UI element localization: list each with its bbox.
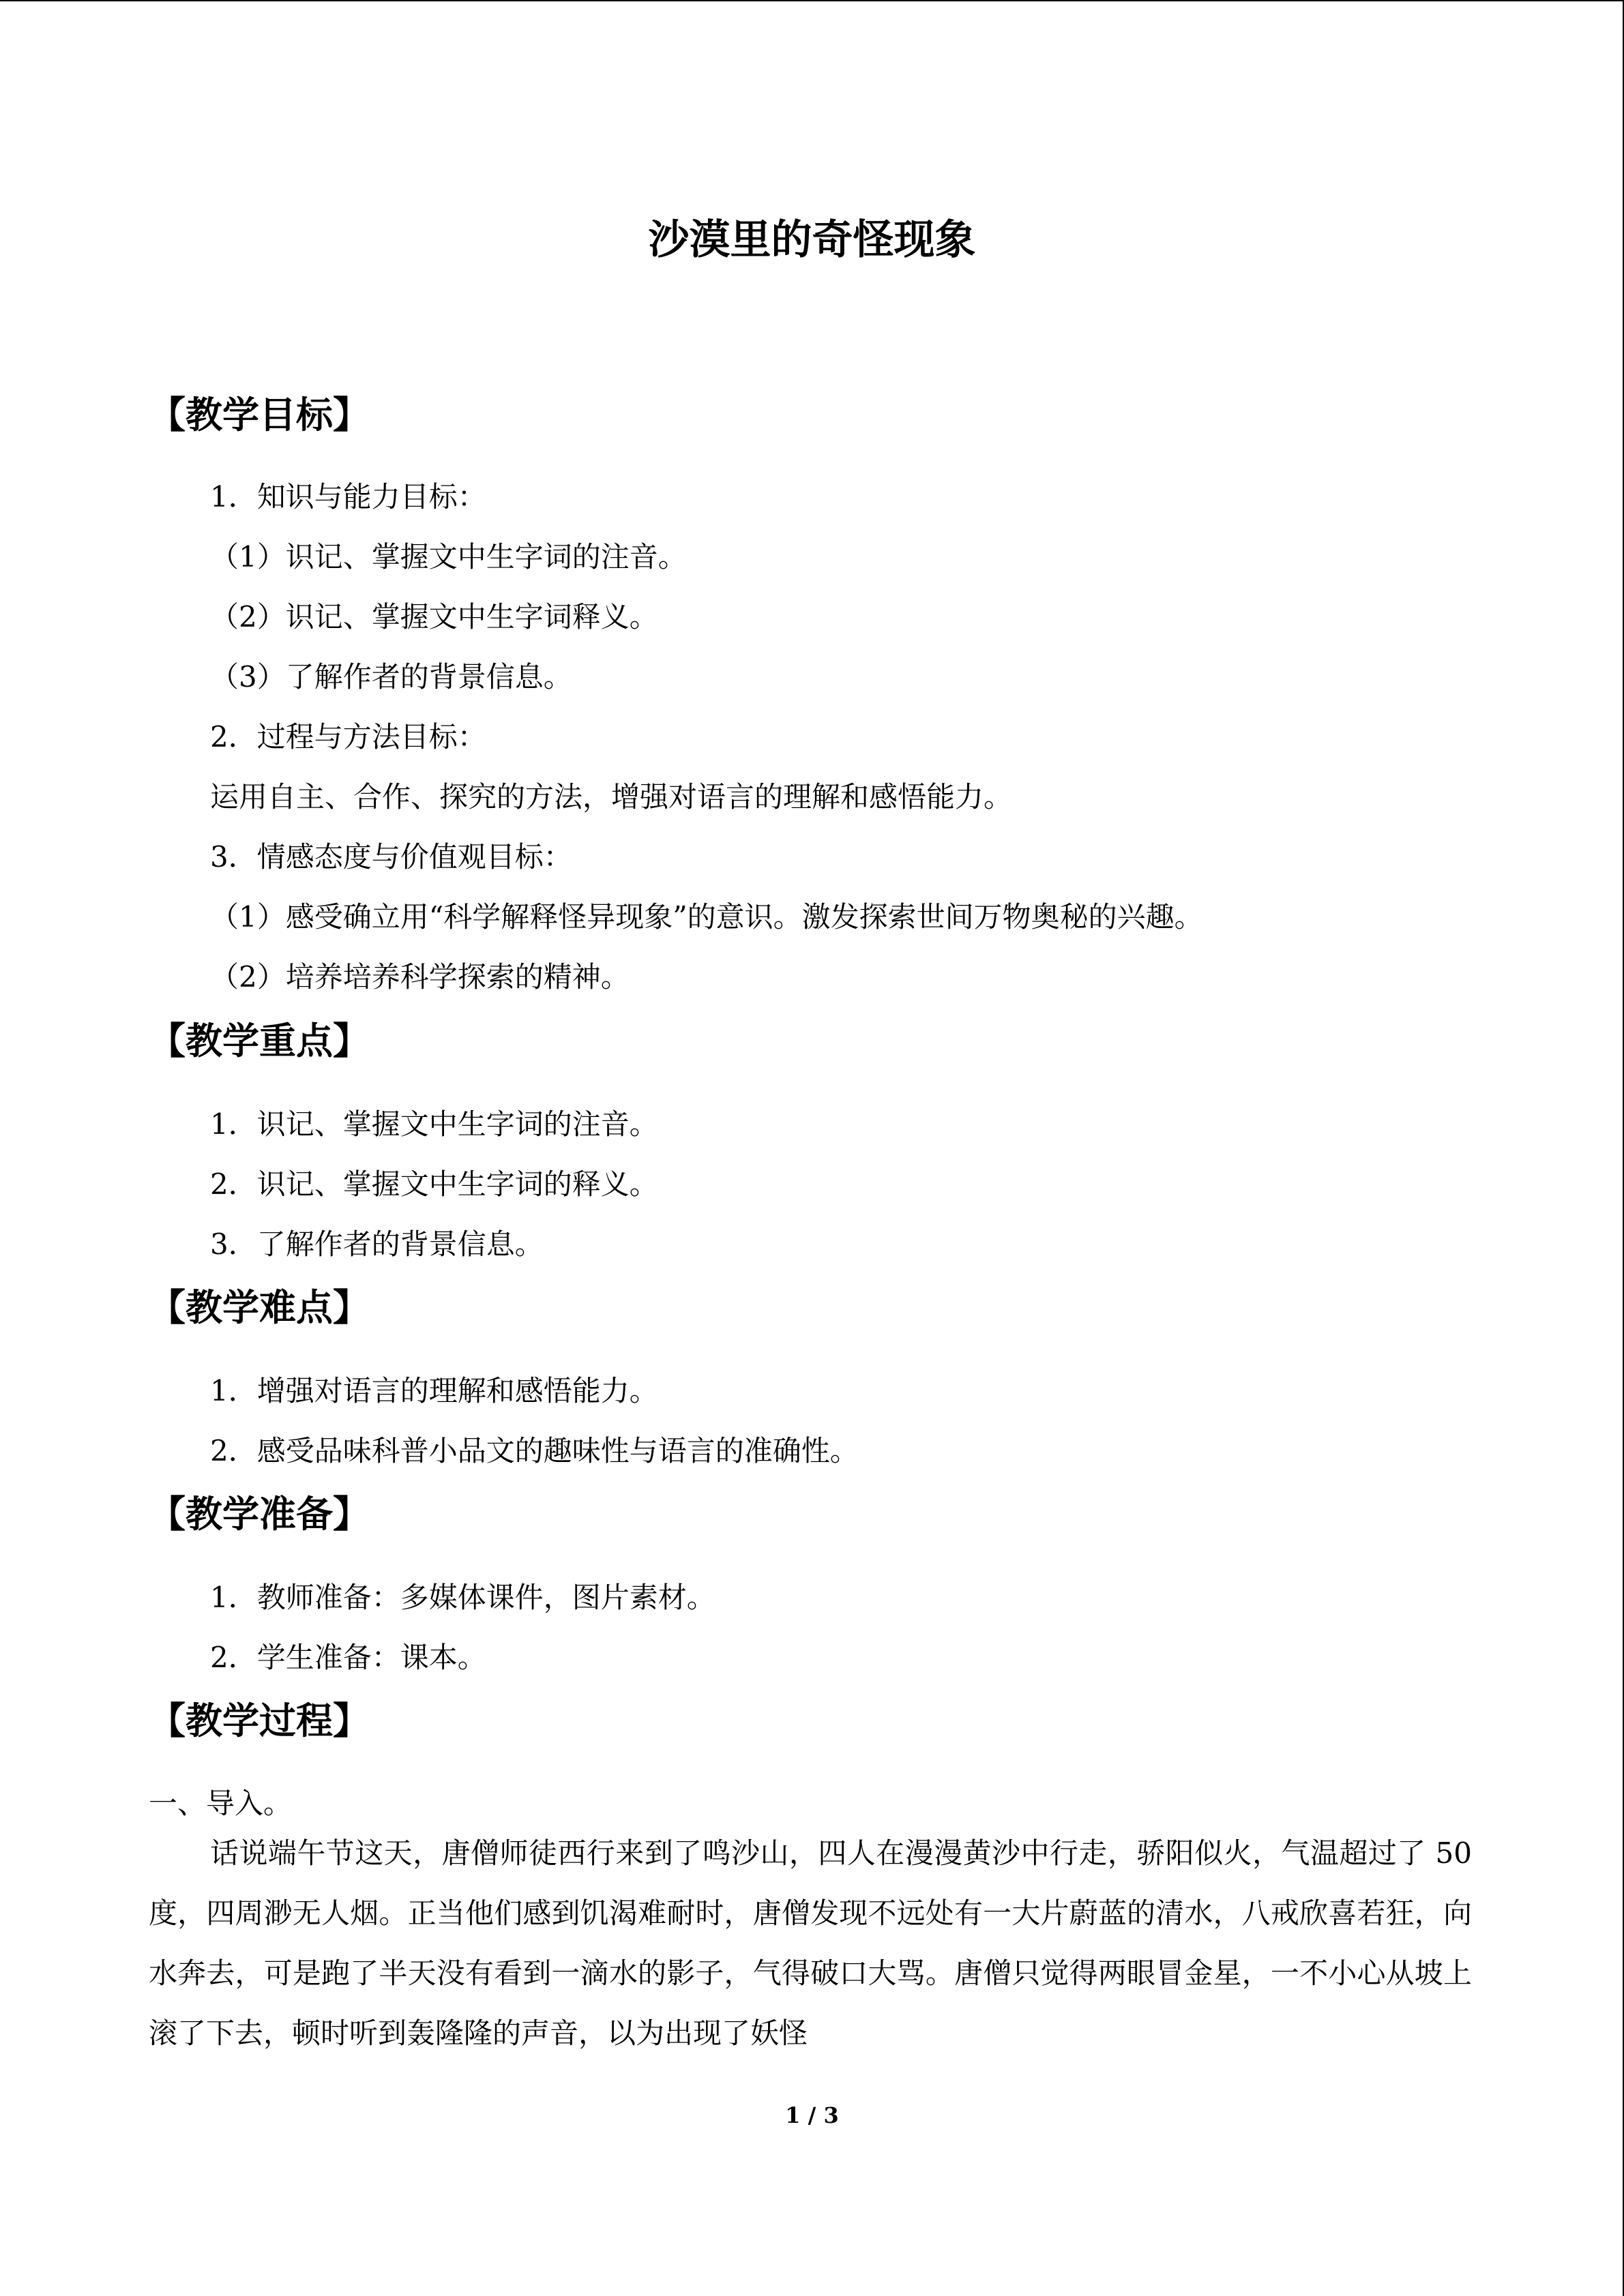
objective-line: 1．知识与能力目标： bbox=[210, 480, 486, 513]
key-point-line: 3．了解作者的背景信息。 bbox=[210, 1227, 544, 1261]
heading-process: 【教学过程】 bbox=[149, 1699, 370, 1742]
objective-line: （2）培养培养科学探索的精神。 bbox=[210, 960, 630, 994]
key-point-line: 2．识记、掌握文中生字词的释义。 bbox=[210, 1167, 658, 1201]
objective-line: （3）了解作者的背景信息。 bbox=[210, 660, 572, 694]
objective-line: 2．过程与方法目标： bbox=[210, 720, 486, 754]
preparation-line: 1．教师准备：多媒体课件，图片素材。 bbox=[210, 1581, 715, 1614]
difficulty-line: 1．增强对语言的理解和感悟能力。 bbox=[210, 1374, 658, 1407]
process-step: 一、导入。 bbox=[149, 1787, 293, 1820]
objective-line: （1）感受确立用“科学解释怪异现象”的意识。激发探索世间万物奥秘的兴趣。 bbox=[210, 900, 1203, 934]
difficulty-line: 2．感受品味科普小品文的趣味性与语言的准确性。 bbox=[210, 1434, 859, 1467]
objective-line: 运用自主、合作、探究的方法，增强对语言的理解和感悟能力。 bbox=[210, 780, 1013, 814]
heading-objectives: 【教学目标】 bbox=[149, 393, 370, 436]
objective-line: （2）识记、掌握文中生字词释义。 bbox=[210, 600, 658, 633]
process-paragraph: 话说端午节这天，唐僧师徒西行来到了鸣沙山，四人在漫漫黄沙中行走，骄阳似火，气温超过了 50 度，四周渺无人烟。正当他们感到饥渴难耐时，唐僧发现不远处有一大片蔚蓝的清水，八戒欣喜若狂，向水奔去，可是跑了半天没有看到一滴水的影子，气得破口大骂。唐僧只觉得两眼冒金星，一不小心从坡上滚了下去，顿时听到轰隆隆的声音，以为出现了妖怪 bbox=[149, 1836, 1472, 2050]
page-number: 1 / 3 bbox=[785, 2102, 839, 2128]
heading-key-points: 【教学重点】 bbox=[149, 1019, 370, 1062]
objective-line: 3．情感态度与价值观目标： bbox=[210, 840, 572, 874]
preparation-line: 2．学生准备：课本。 bbox=[210, 1641, 486, 1674]
document-title: 沙漠里的奇怪现象 bbox=[648, 216, 976, 264]
key-point-line: 1．识记、掌握文中生字词的注音。 bbox=[210, 1107, 658, 1141]
heading-difficulties: 【教学难点】 bbox=[149, 1286, 370, 1329]
heading-preparation: 【教学准备】 bbox=[149, 1493, 370, 1536]
objective-line: （1）识记、掌握文中生字词的注音。 bbox=[210, 540, 687, 573]
